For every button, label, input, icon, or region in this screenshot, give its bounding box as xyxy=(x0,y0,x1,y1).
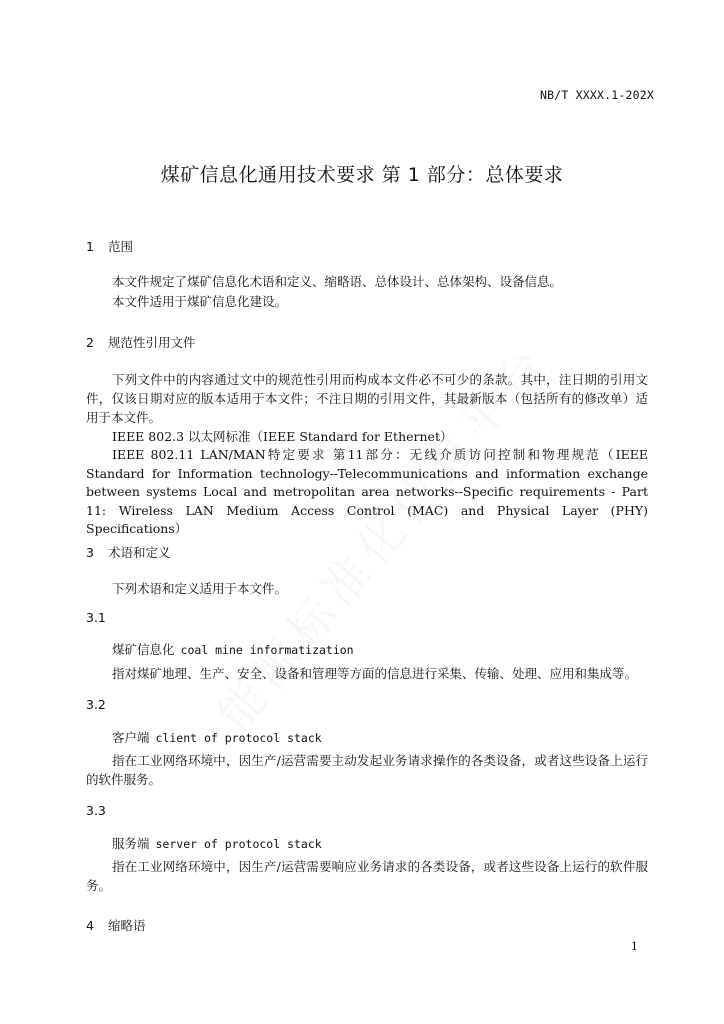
section-number: 4 xyxy=(86,918,94,933)
term-en: client of protocol stack xyxy=(155,731,322,745)
term-3-2-definition: 指在工业网络环境中，因生产/运营需要主动发起业务请求操作的各类设备，或者这些设备上运行的软件服务。 xyxy=(86,753,648,787)
term-3-1-definition: 指对煤矿地理、生产、安全、设备和管理等方面的信息进行采集、传输、处理、应用和集成等。 xyxy=(112,666,638,681)
section-2-paragraph-1: 下列文件中的内容通过文中的规范性引用而构成本文件必不可少的条款。其中，注日期的引用文件，仅该日期对应的版本适用于本文件；不注日期的引用文件，其最新版本（包括所有的修改单）适用于本文件。 xyxy=(86,372,648,425)
section-number: 2 xyxy=(86,335,94,350)
section-4-heading xyxy=(86,916,146,934)
section-title: 缩略语 xyxy=(108,918,146,933)
section-1-paragraph-2: 本文件适用于煤矿信息化建设。 xyxy=(112,294,288,309)
document-title: 煤矿信息化通用技术要求 第 1 部分：总体要求 xyxy=(160,164,564,186)
section-title: 术语和定义 xyxy=(108,545,171,560)
reference-ieee-802-11: IEEE 802.11 LAN/MAN特定要求 第11部分：无线介质访问控制和物理规范（IEEE Standard for Information technology--Telecommunications and information exchange between systems Local and metropolitan area networks--Specific requirements - Part 11: Wireless LAN Medium Access Control (MAC) and Physical Layer (PHY) Specifications） xyxy=(86,447,648,536)
term-3-3-definition: 指在工业网络环境中，因生产/运营需要响应业务请求的各类设备，或者这些设备上运行的软件服务。 xyxy=(86,859,648,893)
reference-ieee-802-3: IEEE 802.3 以太网标准（IEEE Standard for Ethernet） xyxy=(112,429,453,444)
term-number: 3.3 xyxy=(86,803,106,818)
section-2-heading xyxy=(86,333,196,351)
section-title: 规范性引用文件 xyxy=(108,335,196,350)
term-3-3 xyxy=(112,834,322,852)
section-1-heading xyxy=(86,237,133,255)
term-zh: 煤矿信息化 xyxy=(112,642,175,657)
section-1-paragraph-1: 本文件规定了煤矿信息化术语和定义、缩略语、总体设计、总体架构、设备信息。 xyxy=(112,274,563,289)
term-en: server of protocol stack xyxy=(155,837,322,851)
term-zh: 服务端 xyxy=(112,836,150,851)
section-3-heading xyxy=(86,543,171,561)
term-zh: 客户端 xyxy=(112,730,150,745)
section-title: 范围 xyxy=(108,239,134,254)
section-number: 3 xyxy=(86,545,94,560)
section-number: 1 xyxy=(86,239,94,254)
document-code: NB/T XXXX.1-202X xyxy=(540,88,654,102)
section-3-paragraph-1: 下列术语和定义适用于本文件。 xyxy=(112,581,288,596)
term-number: 3.2 xyxy=(86,697,106,712)
term-number: 3.1 xyxy=(86,610,106,625)
page-number: 1 xyxy=(631,940,638,953)
term-3-2 xyxy=(112,728,322,746)
term-en: coal mine informatization xyxy=(180,643,354,657)
term-3-1 xyxy=(112,640,354,658)
